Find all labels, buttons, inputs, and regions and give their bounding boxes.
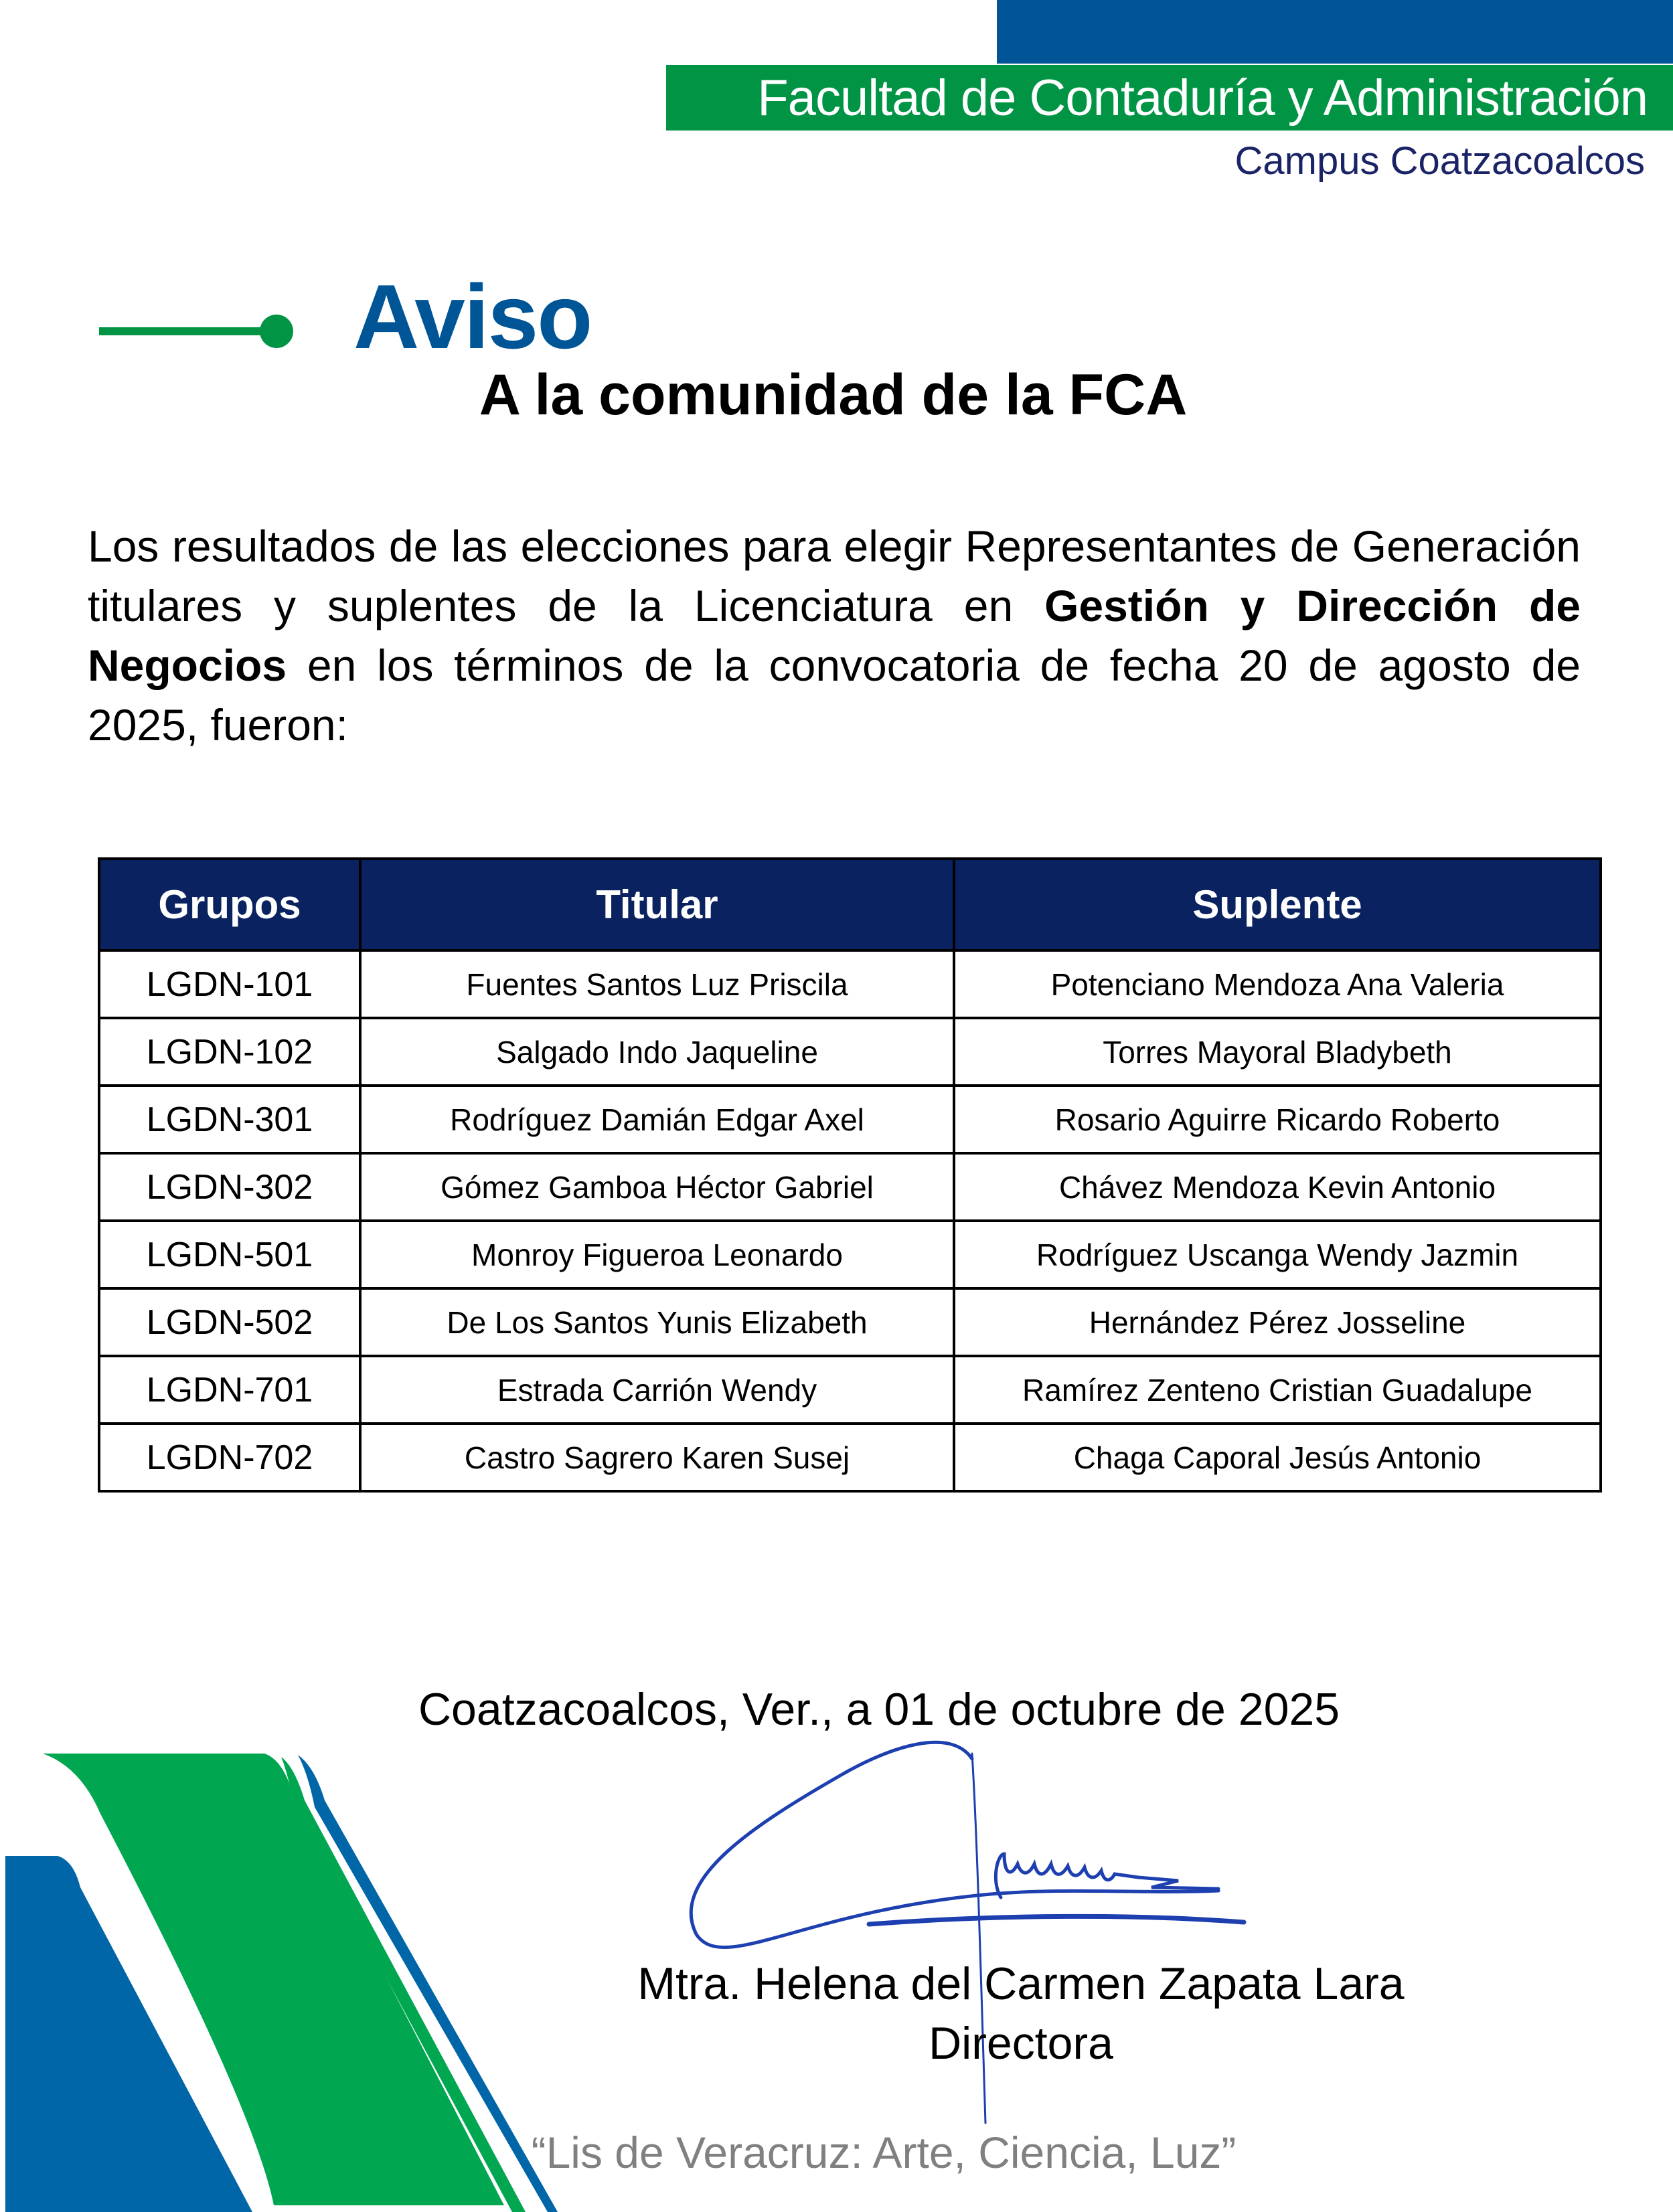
signer-name: Mtra. Helena del Carmen Zapata Lara <box>637 1958 1405 2009</box>
paragraph-program-name: Gestión y Dirección de Negocios <box>88 581 1581 690</box>
cell-grupo: LGDN-302 <box>99 1153 360 1221</box>
header-titular: Titular <box>360 859 954 950</box>
place-date: Coatzacoalcos, Ver., a 01 de octubre de 2025 <box>418 1684 1340 1735</box>
cell-suplente: Rodríguez Uscanga Wendy Jazmin <box>954 1221 1601 1288</box>
cell-grupo: LGDN-701 <box>99 1356 360 1424</box>
cell-grupo: LGDN-301 <box>99 1086 360 1153</box>
cell-suplente: Rosario Aguirre Ricardo Roberto <box>954 1086 1601 1153</box>
paragraph-part-2: en los términos de la convocatoria de fecha 20 de agosto de 2025, fueron: <box>88 641 1581 750</box>
cell-grupo: LGDN-702 <box>99 1424 360 1491</box>
cell-titular: Estrada Carrión Wendy <box>360 1356 954 1424</box>
cell-titular: Gómez Gamboa Héctor Gabriel <box>360 1153 954 1221</box>
cell-suplente: Hernández Pérez Josseline <box>954 1288 1601 1356</box>
cell-suplente: Torres Mayoral Bladybeth <box>954 1018 1601 1086</box>
cell-suplente: Chávez Mendoza Kevin Antonio <box>954 1153 1601 1221</box>
campus-name: Campus Coatzacoalcos <box>1234 139 1645 183</box>
cell-titular: Fuentes Santos Luz Priscila <box>360 950 954 1018</box>
paragraph-part-1: Los resultados de las elecciones para elegir Representantes de Generación titulares y suplentes de la Licenciatura en <box>88 521 1581 630</box>
header-suplente: Suplente <box>954 859 1601 950</box>
notice-title: Aviso <box>353 266 592 367</box>
cell-titular: Monroy Figueroa Leonardo <box>360 1221 954 1288</box>
cell-grupo: LGDN-502 <box>99 1288 360 1356</box>
cell-grupo: LGDN-101 <box>99 950 360 1018</box>
cell-grupo: LGDN-102 <box>99 1018 360 1086</box>
notice-subtitle-text: A la comunidad de la FCA <box>479 363 1188 427</box>
cell-titular: De Los Santos Yunis Elizabeth <box>360 1288 954 1356</box>
faculty-name: Facultad de Contaduría y Administración <box>757 70 1648 126</box>
cell-suplente: Potenciano Mendoza Ana Valeria <box>954 950 1601 1018</box>
cell-grupo: LGDN-501 <box>99 1221 360 1288</box>
cell-titular: Rodríguez Damián Edgar Axel <box>360 1086 954 1153</box>
university-motto: “Lis de Veracruz: Arte, Ciencia, Luz” <box>531 2128 1237 2177</box>
cell-titular: Castro Sagrero Karen Susej <box>360 1424 954 1491</box>
header-grupos: Grupos <box>99 859 360 950</box>
signer-role: Directora <box>929 2018 1113 2069</box>
cell-titular: Salgado Indo Jaqueline <box>360 1018 954 1086</box>
cell-suplente: Chaga Caporal Jesús Antonio <box>954 1424 1601 1491</box>
cell-suplente: Ramírez Zenteno Cristian Guadalupe <box>954 1356 1601 1424</box>
